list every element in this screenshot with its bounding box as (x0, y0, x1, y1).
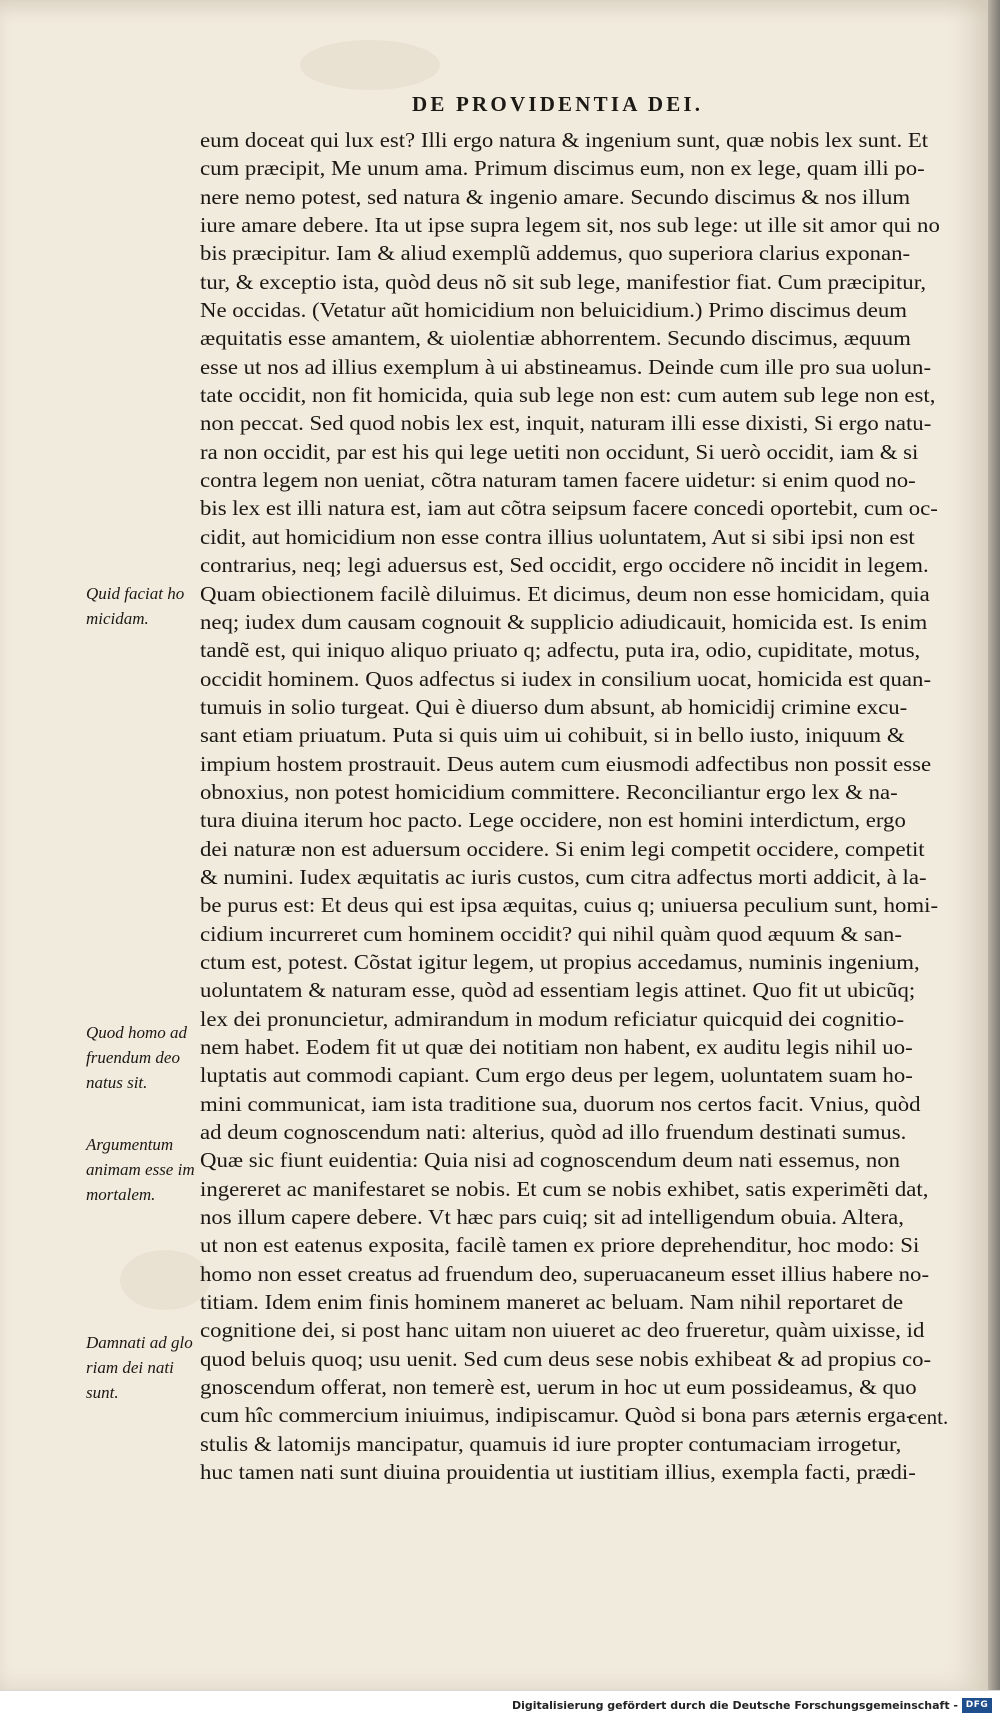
text-line: tumuis in solio turgeat. Qui è diuerso dum absunt, ab homicidij crimine excu- (200, 694, 908, 719)
marginal-note-line: Quod homo ad (86, 1023, 188, 1042)
text-line: nem habet. Eodem fit ut quæ dei notitiam non habent, ex auditu legis nihil uo- (200, 1035, 913, 1059)
marginal-note-line: mortalem. (86, 1185, 156, 1204)
marginal-note-line: Damnati ad glo (86, 1333, 193, 1352)
marginal-note-damnati (86, 1330, 198, 1405)
marginal-note-line: Argumentum (86, 1135, 174, 1154)
dfg-logo: DFG (962, 1698, 992, 1713)
text-line: & numini. Iudex æquitatis ac iuris custos, cum citra adfectus morti addicit, à la- (200, 864, 927, 889)
text-line: ad deum cognoscendum nati: alterius, quòd ad illo fruendum destinati sumus. (200, 1120, 907, 1145)
text-line: ingereret ac manifestaret se nobis. Et cum se nobis exhibet, satis experimẽti dat, (200, 1176, 929, 1201)
text-line: cum præcipit, Me unum ama. Primum discimus eum, non ex lege, quam illi po- (200, 156, 925, 181)
text-line: Quæ sic fiunt euidentia: Quia nisi ad cognoscendum deum nati essemus, non (200, 1148, 901, 1173)
text-line: tandẽ est, qui iniquo aliquo priuato q; adfectu, puta ira, odio, cupiditate, motus, (200, 638, 921, 663)
text-line: nos illum capere debere. Vt hæc pars cuiq; sit ad intelligendum obuia. Altera, (200, 1205, 904, 1230)
marginal-note-line: animam esse im (86, 1160, 195, 1179)
text-line: gnoscendum offerat, non temerè est, uerum in hoc ut eum possideamus, & quo (200, 1375, 917, 1400)
text-line: contrarius, neq; legi aduersus est, Sed occidit, ergo occidere nõ incidit in legem. (200, 553, 929, 578)
text-line: obnoxius, non potest homicidium committere. Reconciliantur ergo lex & na- (200, 779, 898, 804)
running-head: DE PROVIDENTIA DEI. (412, 92, 704, 116)
text-line: occidit hominem. Quos adfectus si iudex in consilium uocat, homicida est quan- (200, 666, 932, 691)
marginal-note-line: riam dei nati (86, 1358, 174, 1377)
text-line: lex dei pronuncietur, admirandum in modum reficiatur quicquid dei cognitio- (200, 1006, 905, 1031)
text-line: tate occidit, non fit homicida, quia sub lege non est: cum autem sub lege non est, (200, 383, 936, 408)
text-line: nere nemo potest, sed natura & ingenio amare. Secundo discimus & nos illum (200, 184, 911, 209)
text-line: esse ut nos ad illius exemplum à ui abstineamus. Deinde cum ille pro sua uolun- (200, 354, 932, 379)
text-line: uoluntatem & naturam esse, quòd ad essentiam legis attinet. Quo fit ut ubicũq; (200, 978, 916, 1003)
text-line: iure amare debere. Ita ut ipse supra legem sit, nos sub lege: ut ille sit amor qui no (200, 213, 940, 238)
text-line: non peccat. Sed quod nobis lex est, inquit, naturam illi esse dixisti, Si ergo natu- (200, 411, 932, 436)
text-line: tura diuina iterum hoc pacto. Lege occidere, non est homini interdictum, ergo (200, 808, 906, 833)
text-line: be purus est: Et deus qui est ipsa æquitas, cuius q; uniuersa peculium sunt, homi- (200, 893, 939, 918)
marginal-note-fruendum (86, 1020, 198, 1095)
text-line: bis præcipitur. Iam & aliud exemplũ addemus, quo superiora clarius exponan- (200, 241, 911, 266)
page-edge (988, 0, 1000, 1690)
text-line: dei naturæ non est aduersum occidere. Si enim legi competit occidere, competit (200, 836, 925, 861)
footer-bar (0, 1690, 1000, 1722)
text-line: æquitatis esse amantem, & uiolentiæ abhorrentem. Secundo discimus, æquum (200, 326, 911, 351)
marginal-note-homicida (86, 581, 198, 631)
text-line: bis lex est illi natura est, iam aut cõtra seipsum facere concedi oportebit, cum oc- (200, 496, 938, 521)
text-line: stulis & latomijs mancipatur, quamuis id iure propter contumaciam irrogetur, (200, 1431, 902, 1456)
text-line: cidium incurreret cum hominem occidit? qui nihil quàm quod æquum & san- (200, 921, 902, 946)
text-line: homo non esset creatus ad fruendum deo, superuacaneum esset illius habere no- (200, 1261, 930, 1286)
text-line: luptatis aut commodi capiant. Cum ergo deus per legem, uoluntatem suam ho- (200, 1063, 913, 1088)
text-line: huc tamen nati sunt diuina prouidentia ut iustitiam illius, exempla facti, prædi- (200, 1460, 916, 1485)
text-line: cum hîc commercium iniuimus, indipiscamur. Quòd si bona pars æternis erga- (200, 1403, 914, 1428)
paper-stain (300, 40, 440, 90)
text-line: Quam obiectionem facilè diluimus. Et dicimus, deum non esse homicidam, quia (200, 581, 930, 606)
body-text (200, 126, 980, 1487)
text-line: contra legem non ueniat, cõtra naturam tamen facere uidetur: si enim quod no- (200, 468, 916, 493)
funding-credit: Digitalisierung gefördert durch die Deutsche Forschungsgemeinschaft - (511, 1699, 958, 1712)
text-line: quod beluis quoq; usu uenit. Sed cum deus sese nobis exhibeat & ad propius co- (200, 1346, 932, 1371)
text-line: sant etiam priuatum. Puta si quis uim ui cohibuit, si in bello iusto, iniquum & (200, 723, 905, 748)
marginal-note-immortalem (86, 1132, 198, 1207)
text-line: neq; iudex dum causam cognouit & supplicio adiudicauit, homicida est. Is enim (200, 609, 928, 634)
text-line: mini communicat, iam ista traditione sua, duorum nos certos facit. Vnius, quòd (200, 1091, 921, 1116)
marginal-note-line: Quid faciat ho (86, 584, 185, 603)
text-line: tur, & exceptio ista, quòd deus nõ sit sub lege, manifestior fiat. Cum præcipitur, (200, 269, 927, 294)
text-line: Ne occidas. (Vetatur aũt homicidium non beluicidium.) Primo discimus deum (200, 298, 908, 323)
marginal-note-line: sunt. (86, 1383, 119, 1402)
text-line: eum doceat qui lux est? Illi ergo natura & ingenium sunt, quæ nobis lex sunt. Et (200, 128, 929, 152)
text-line: impium hostem prostrauit. Deus autem cum eiusmodi adfectibus non possit esse (200, 751, 932, 776)
marginal-note-line: fruendum deo (86, 1048, 180, 1067)
text-line: ctum est, potest. Cõstat igitur legem, ut propius accedamus, numinis ingenium, (200, 949, 920, 974)
marginal-note-line: micidam. (86, 609, 149, 628)
text-line: cognitione dei, si post hanc uitam non uiueret ac deo frueretur, quàm uixisse, id (200, 1318, 925, 1343)
text-line: titiam. Idem enim finis hominem maneret ac beluam. Nam nihil reportaret de (200, 1290, 904, 1315)
text-line: ut non est eatenus exposita, facilè tamen ex priore deprehenditur, hoc modo: Si (200, 1233, 920, 1258)
text-line: cidit, aut homicidium non esse contra illius uoluntatem, Aut si sibi ipsi non est (200, 524, 915, 549)
marginal-note-line: natus sit. (86, 1073, 148, 1092)
catchword: cent. (908, 1405, 949, 1429)
paper-stain (120, 1250, 210, 1310)
text-line: ra non occidit, par est his qui lege uetiti non occidunt, Si uerò occidit, iam & si (200, 439, 919, 464)
